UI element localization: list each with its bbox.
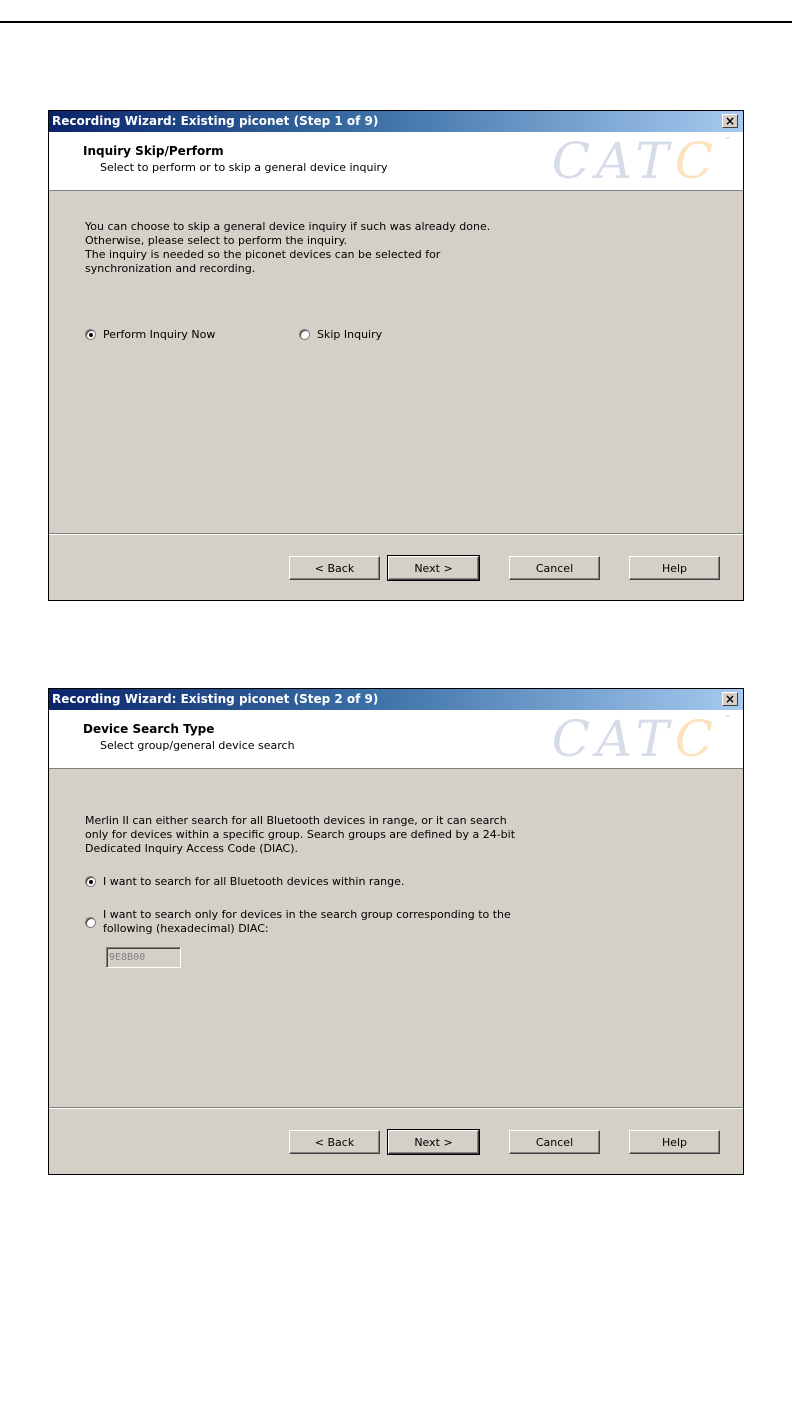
wizard-header <box>49 132 743 191</box>
radio-checked-icon[interactable] <box>85 329 96 340</box>
logo-tm: ™ <box>724 136 731 144</box>
close-icon[interactable]: × <box>722 114 738 128</box>
radio-unchecked-icon[interactable] <box>85 917 96 928</box>
page-subtitle: Select to perform or to skip a general device inquiry <box>100 161 388 174</box>
page-top-rule <box>0 21 792 23</box>
instruction-line: Merlin II can either search for all Bluetooth devices in range, or it can search <box>85 814 507 827</box>
window-title: Recording Wizard: Existing piconet (Step 2 of 9) <box>52 692 379 706</box>
title-bar <box>49 111 743 132</box>
perform-inquiry-radio[interactable] <box>85 328 215 342</box>
button-separator <box>49 533 743 535</box>
logo-c: C <box>674 132 719 190</box>
radio-label: I want to search for all Bluetooth devices within range. <box>103 875 405 888</box>
instructions <box>85 814 515 856</box>
wizard-dialog-step-1 <box>48 110 744 601</box>
diac-input[interactable] <box>106 947 181 968</box>
radio-label: Perform Inquiry Now <box>103 328 216 341</box>
window-title: Recording Wizard: Existing piconet (Step 1 of 9) <box>52 114 379 128</box>
button-separator <box>49 1107 743 1109</box>
catc-logo-icon <box>409 132 731 190</box>
instruction-line: Dedicated Inquiry Access Code (DIAC). <box>85 842 298 855</box>
logo-c: C <box>674 710 719 768</box>
radio-label <box>103 908 511 936</box>
wizard-dialog-step-2 <box>48 688 744 1175</box>
catc-logo-icon <box>409 710 731 768</box>
skip-inquiry-radio[interactable] <box>299 328 382 342</box>
back-button[interactable]: < Back <box>289 556 380 580</box>
page-title: Device Search Type <box>83 722 215 736</box>
logo-text: CAT <box>551 132 675 190</box>
help-button[interactable]: Help <box>629 1130 720 1154</box>
instruction-line: You can choose to skip a general device inquiry if such was already done. <box>85 220 491 233</box>
cancel-button[interactable]: Cancel <box>509 556 600 580</box>
radio-unchecked-icon[interactable] <box>299 329 310 340</box>
page-subtitle: Select group/general device search <box>100 739 295 752</box>
next-button[interactable]: Next > <box>388 1130 479 1154</box>
next-button[interactable]: Next > <box>388 556 479 580</box>
instruction-line: Otherwise, please select to perform the inquiry. <box>85 234 348 247</box>
search-group-radio[interactable] <box>85 908 511 936</box>
radio-checked-icon[interactable] <box>85 876 96 887</box>
logo-text: CAT <box>551 710 675 768</box>
cancel-button[interactable]: Cancel <box>509 1130 600 1154</box>
radio-label: Skip Inquiry <box>317 328 383 341</box>
instructions <box>85 220 490 276</box>
back-button[interactable]: < Back <box>289 1130 380 1154</box>
instruction-line: synchronization and recording. <box>85 262 256 275</box>
radio-label-line: following (hexadecimal) DIAC: <box>103 922 269 935</box>
wizard-header <box>49 710 743 769</box>
instruction-line: only for devices within a specific group. Search groups are defined by a 24-bit <box>85 828 516 841</box>
search-all-radio[interactable] <box>85 875 404 889</box>
radio-label-line: I want to search only for devices in the search group corresponding to the <box>103 908 511 921</box>
help-button[interactable]: Help <box>629 556 720 580</box>
instruction-line: The inquiry is needed so the piconet devices can be selected for <box>85 248 441 261</box>
logo-tm: ™ <box>724 714 731 722</box>
title-bar <box>49 689 743 710</box>
page-title: Inquiry Skip/Perform <box>83 144 224 158</box>
close-icon[interactable]: × <box>722 692 738 706</box>
